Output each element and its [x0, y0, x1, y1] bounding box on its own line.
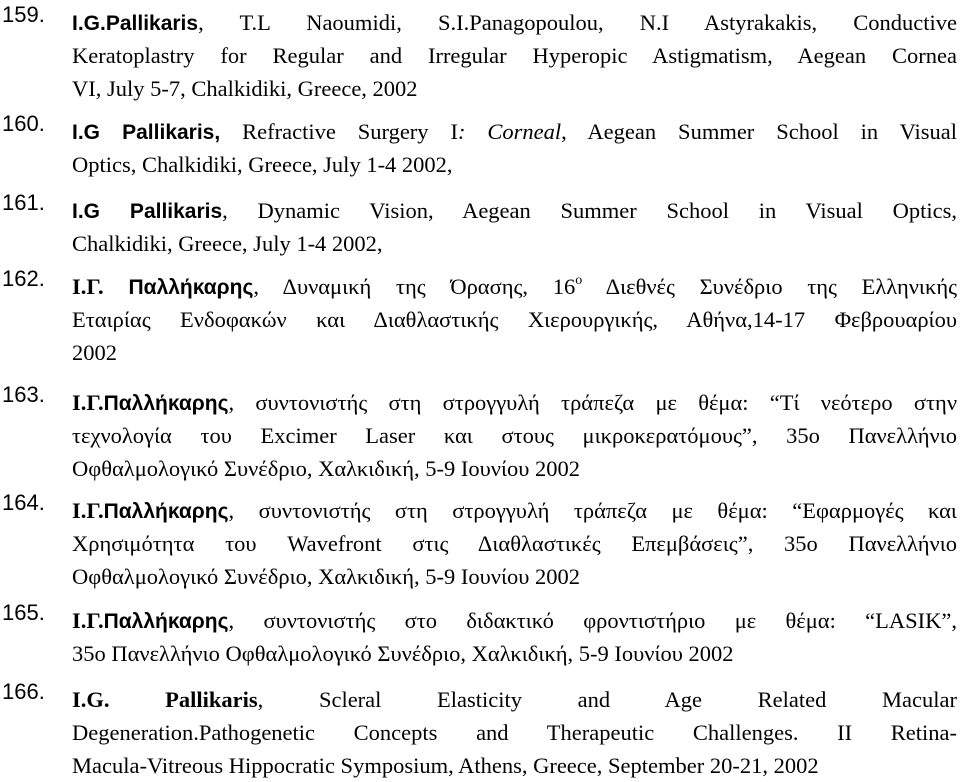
- entry-line: Ι.Γ.Παλλήκαρης, συντονιστής στο διδακτικό φροντιστήριο με θέμα: “LASIK”,: [72, 608, 957, 633]
- entry-line: Χρησιμότητα του Wavefront στις Διαθλαστικές Επεμβάσεις”, 35ο Πανελλήνιο: [72, 531, 957, 556]
- entry-text: [72, 115, 957, 181]
- entry-text: [72, 386, 957, 485]
- entry-line: Εταιρίας Ενδοφακών και Διαθλαστικής Χιερουργικής, Αθήνα,14-17 Φεβρουαρίου: [72, 307, 957, 332]
- entry-line: τεχνολογία του Excimer Laser και στους μικροκερατόμους”, 35ο Πανελλήνιο: [72, 423, 957, 448]
- entry-number: 166.: [2, 679, 45, 704]
- entry-line: VI, July 5-7, Chalkidiki, Greece, 2002: [72, 76, 418, 101]
- entry-line: Ι.Γ.Παλλήκαρης, συντονιστής στη στρογγυλή τράπεζα με θέμα: “Εφαρμογές και: [72, 498, 957, 523]
- entry-line: I.G. Pallikaris, Scleral Elasticity and Age Related Macular: [72, 687, 957, 712]
- author-name: Παλλήκαρης: [103, 500, 229, 523]
- entry-line: Optics, Chalkidiki, Greece, July 1-4 2002,: [72, 152, 453, 177]
- entry-text: [72, 6, 957, 105]
- entry-line: 2002: [72, 340, 117, 365]
- entry-number: 163.: [2, 382, 45, 407]
- author-name: I.G.Pallikaris: [72, 12, 199, 35]
- entry-number: 164.: [2, 490, 45, 515]
- author-name: Παλλήκαρης: [103, 610, 229, 633]
- entry-number: 160.: [2, 111, 45, 136]
- author-name: Παλλήκαρης: [103, 276, 254, 299]
- entry-line: Chalkidiki, Greece, July 1-4 2002,: [72, 231, 383, 256]
- entry-line: Ι.Γ. Παλλήκαρης, Δυναμική της Όρασης, $16^o$ Διεθνές Συνέδριο της Ελληνικής: [72, 272, 958, 299]
- entry-line: I.G Pallikaris, Refractive Surgery I: Corneal, Aegean Summer School in Visual: [72, 119, 958, 144]
- entry-line: Οφθαλμολογικό Συνέδριο, Χαλκιδική, 5-9 Ιουνίου 2002: [72, 456, 581, 481]
- entry-line: Macula-Vitreous Hippocratic Symposium, Athens, Greece, September 20-21, 2002: [72, 753, 819, 778]
- author-name: I.G Pallikaris,: [72, 121, 221, 144]
- entry-number: 162.: [2, 266, 45, 291]
- author-name: I.G Pallikaris: [72, 200, 223, 223]
- entry-text: [72, 194, 957, 260]
- entry-number: 165.: [2, 600, 45, 625]
- entry-text: [72, 494, 957, 593]
- entry-line: 35ο Πανελλήνιο Οφθαλμολογικό Συνέδριο, Χαλκιδική, 5-9 Ιουνίου 2002: [72, 641, 734, 666]
- entry-line: Keratoplastry for Regular and Irregular Hyperopic Astigmatism, Aegean Cornea: [72, 43, 957, 68]
- entry-line: Ι.Γ.Παλλήκαρης, συντονιστής στη στρογγυλή τράπεζα με θέμα: “Τί νεότερο στην: [72, 390, 957, 415]
- entry-number: 161.: [2, 190, 45, 215]
- entry-text: [72, 270, 957, 369]
- entry-line: I.G.Pallikaris, T.L Naoumidi, S.I.Panagopoulou, N.I Astyrakakis, Conductive: [72, 10, 957, 35]
- entry-text: [72, 604, 957, 670]
- entry-number: 159.: [2, 2, 45, 27]
- entry-line: Οφθαλμολογικό Συνέδριο, Χαλκιδική, 5-9 Ιουνίου 2002: [72, 564, 581, 589]
- entry-line: Degeneration.Pathogenetic Concepts and Therapeutic Challenges. II Retina-: [72, 720, 957, 745]
- author-name: Pallikaris: [109, 687, 258, 712]
- entry-text: [72, 683, 957, 782]
- author-name: Παλλήκαρης: [103, 392, 229, 415]
- entry-line: I.G Pallikaris, Dynamic Vision, Aegean Summer School in Visual Optics,: [72, 198, 957, 223]
